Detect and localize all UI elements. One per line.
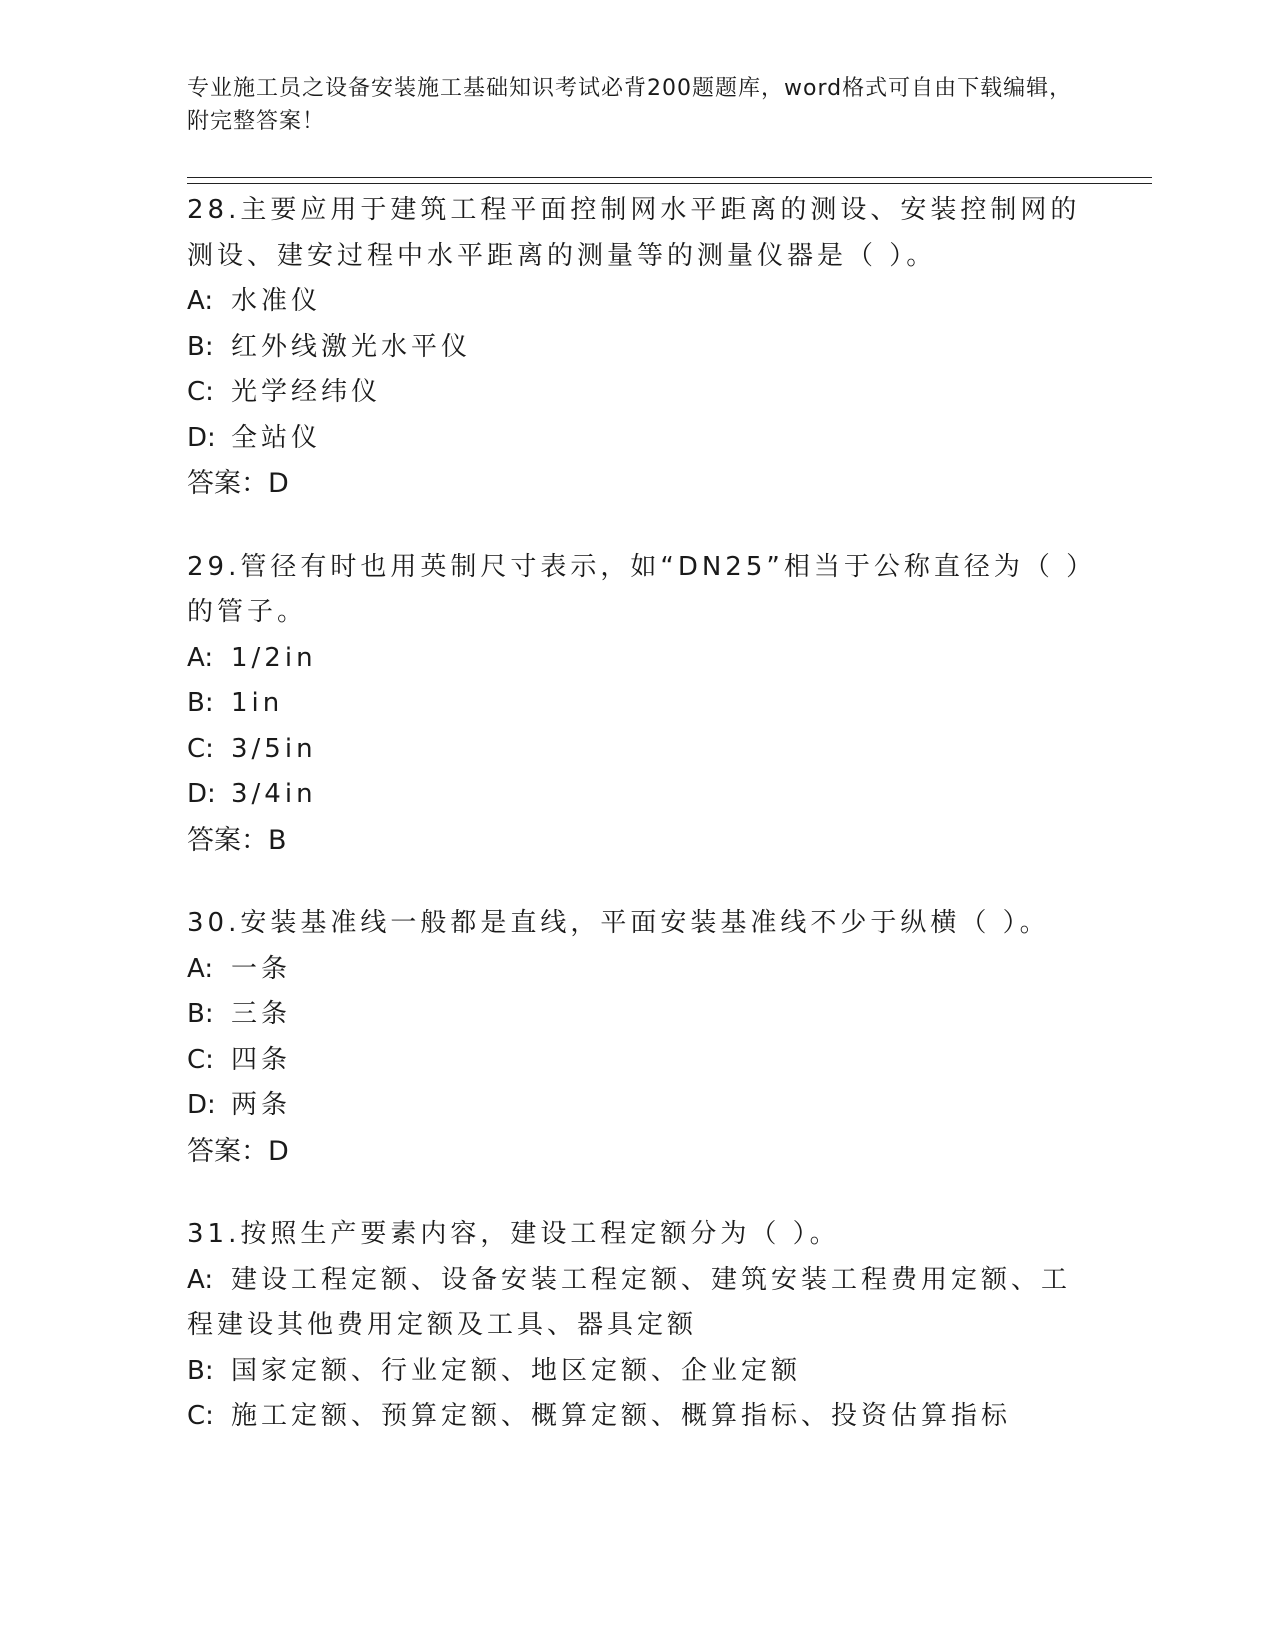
option-letter: A: (187, 953, 214, 984)
option-text: 施工定额、预算定额、概算定额、概算指标、投资估算指标 (231, 1401, 1012, 1431)
option-a (187, 947, 1087, 993)
option-c (187, 1394, 1087, 1440)
option-text: 1/2in (231, 642, 317, 673)
option-letter: C: (187, 733, 214, 764)
option-letter: A: (187, 286, 214, 316)
option-text: 两条 (231, 1090, 292, 1120)
question-31 (187, 1212, 1087, 1440)
option-c (187, 1038, 1087, 1084)
option-d (187, 416, 1087, 462)
option-text: 全站仪 (231, 422, 322, 453)
header-divider-top (187, 177, 1152, 178)
option-text: 水准仪 (231, 286, 322, 316)
header-divider-bottom (187, 183, 1152, 184)
option-letter: D: (187, 422, 216, 453)
question-29 (187, 545, 1087, 864)
option-letter: C: (187, 1401, 214, 1431)
option-a (187, 279, 1087, 325)
option-letter: B: (187, 999, 214, 1029)
option-letter: C: (187, 1044, 214, 1075)
option-text: 3/5in (231, 733, 317, 764)
option-letter: B: (187, 688, 214, 718)
option-letter: B: (187, 331, 214, 362)
option-c (187, 727, 1087, 773)
option-letter: A: (187, 642, 214, 673)
option-text: 3/4in (231, 779, 317, 809)
question-stem: 31.按照生产要素内容，建设工程定额分为（ ）。 (187, 1219, 840, 1249)
option-c (187, 370, 1087, 416)
option-text: 三条 (231, 999, 292, 1029)
option-text: 四条 (231, 1044, 292, 1075)
answer-line: 答案：B (187, 824, 287, 856)
question-30 (187, 901, 1087, 1174)
option-b (187, 1349, 1087, 1395)
option-d (187, 1083, 1087, 1129)
option-text: 建设工程定额、设备安装工程定额、建筑安装工程费用定额、工程建设其他费用定额及工具、器具定额 (187, 1264, 1072, 1340)
option-text: 国家定额、行业定额、地区定额、企业定额 (231, 1355, 802, 1386)
question-28 (187, 188, 1087, 507)
option-letter: D: (187, 779, 216, 809)
answer-line: 答案：D (187, 1135, 289, 1167)
question-stem: 28.主要应用于建筑工程平面控制网水平距离的测设、安装控制网的测设、建安过程中水平距离的测量等的测量仪器是（ ）。 (187, 195, 1081, 271)
answer-line: 答案：D (187, 468, 289, 499)
option-a (187, 636, 1087, 682)
option-text: 光学经纬仪 (231, 377, 382, 407)
question-spacer (187, 1174, 1087, 1212)
question-stem: 30.安装基准线一般都是直线，平面安装基准线不少于纵横（ ）。 (187, 908, 1050, 938)
option-b (187, 681, 1087, 727)
option-b (187, 325, 1087, 371)
option-text: 一条 (231, 953, 292, 984)
question-spacer (187, 507, 1087, 545)
question-stem: 29.管径有时也用英制尺寸表示，如“DN25”相当于公称直径为（ ）的管子。 (187, 551, 1084, 627)
option-b (187, 992, 1087, 1038)
option-letter: C: (187, 377, 214, 407)
option-letter: A: (187, 1264, 214, 1295)
question-list (187, 188, 1087, 1440)
option-d (187, 772, 1087, 818)
option-text: 1in (231, 688, 284, 718)
question-spacer (187, 863, 1087, 901)
option-letter: B: (187, 1355, 214, 1386)
option-text: 红外线激光水平仪 (231, 331, 472, 362)
document-header: 专业施工员之设备安装施工基础知识考试必背200题题库，word格式可自由下载编辑，附完整答案！ (187, 76, 1073, 134)
option-a (187, 1258, 1087, 1349)
option-letter: D: (187, 1090, 216, 1120)
